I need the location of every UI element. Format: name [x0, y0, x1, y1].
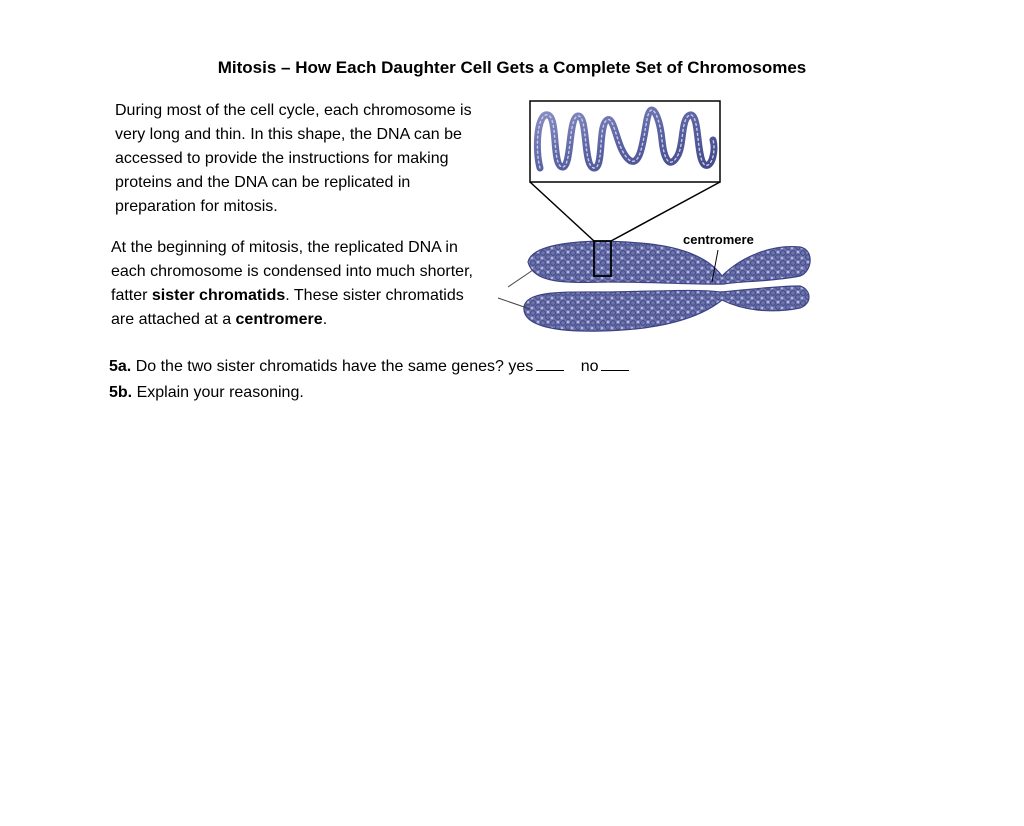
text-run: . These sister chromatids	[285, 287, 464, 304]
intro-line: preparation for mitosis.	[115, 198, 278, 215]
intro-line: accessed to provide the instructions for making	[115, 150, 449, 167]
intro-line: proteins and the DNA can be replicated in	[115, 174, 411, 191]
text-run: .	[322, 311, 328, 328]
term-centromere: centromere	[235, 311, 323, 328]
sister-chromatid-lower	[524, 286, 809, 331]
text-run: fatter	[111, 287, 152, 304]
intro-line: very long and thin. In this shape, the DNA can be	[115, 126, 462, 143]
term-sister-chromatids: sister chromatids	[151, 287, 286, 304]
no-option-label: no	[580, 358, 599, 375]
question-number: 5b.	[109, 384, 133, 401]
question-number: 5a.	[109, 358, 132, 375]
question-5b	[109, 382, 304, 404]
no-answer-blank[interactable]	[601, 356, 629, 371]
sister-chromatid-upper	[528, 241, 810, 284]
question-5a	[109, 356, 629, 378]
page-title: Mitosis – How Each Daughter Cell Gets a Complete Set of Chromosomes	[217, 58, 807, 77]
intro-line: During most of the cell cycle, each chromosome is	[115, 102, 472, 119]
yes-answer-blank[interactable]	[536, 356, 564, 371]
centromere-label: centromere	[683, 232, 754, 247]
text-run: are attached at a	[111, 311, 236, 328]
chromatid-pointer-upper	[508, 270, 533, 287]
zoom-line-left	[530, 182, 594, 241]
mitosis-line: At the beginning of mitosis, the replicated DNA in	[111, 239, 458, 256]
question-text: Explain your reasoning.	[132, 384, 304, 401]
mitosis-line: each chromosome is condensed into much shorter,	[111, 263, 473, 280]
question-text: Do the two sister chromatids have the same genes? yes	[131, 358, 534, 375]
